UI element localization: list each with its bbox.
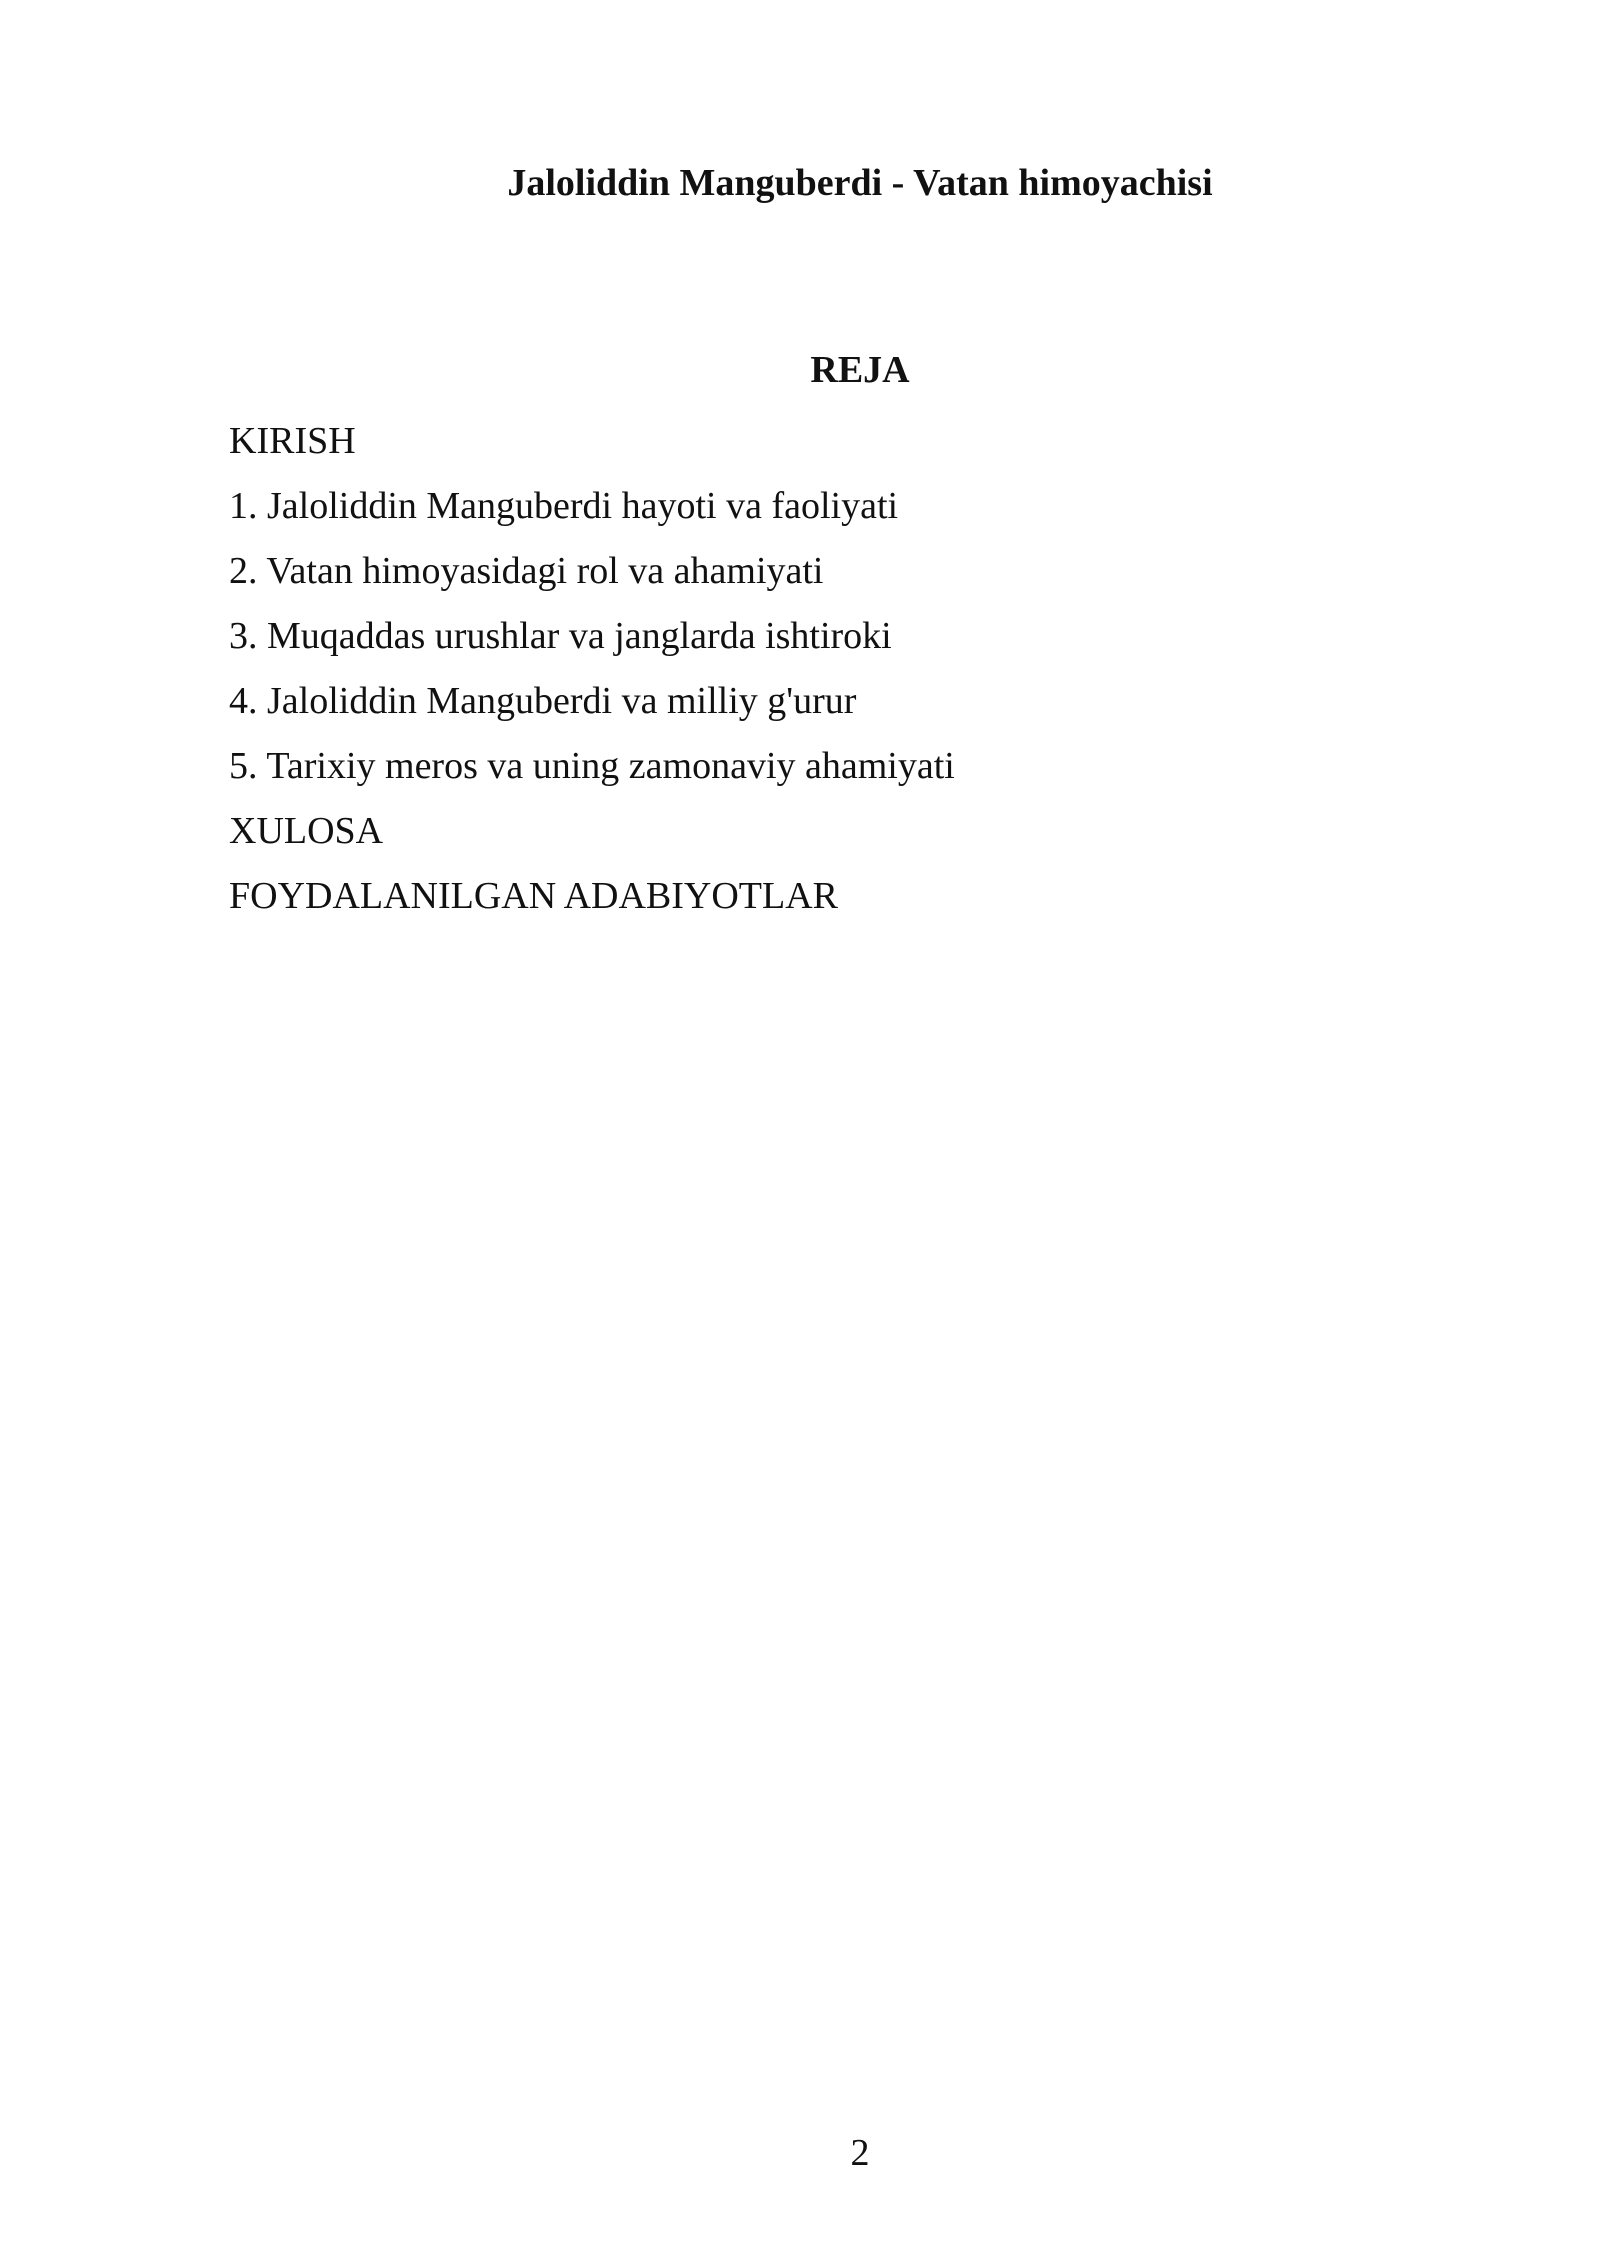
plan-item-intro: KIRISH bbox=[229, 420, 356, 462]
plan-heading: REJA bbox=[810, 349, 910, 391]
plan-item-references: FOYDALANILGAN ADABIYOTLAR bbox=[229, 875, 839, 917]
plan-item-4: 4. Jaloliddin Manguberdi va milliy g'urur bbox=[229, 680, 857, 722]
page-number: 2 bbox=[850, 2132, 870, 2174]
plan-list bbox=[229, 418, 1429, 938]
plan-item-3: 3. Muqaddas urushlar va janglarda ishtiroki bbox=[229, 615, 892, 657]
plan-item-1: 1. Jaloliddin Manguberdi hayoti va faoliyati bbox=[229, 485, 899, 527]
plan-item-5: 5. Tarixiy meros va uning zamonaviy ahamiyati bbox=[229, 745, 955, 787]
document-title: Jaloliddin Manguberdi - Vatan himoyachisi bbox=[507, 162, 1213, 204]
plan-item-2: 2. Vatan himoyasidagi rol va ahamiyati bbox=[229, 550, 824, 592]
plan-item-conclusion: XULOSA bbox=[229, 810, 384, 852]
